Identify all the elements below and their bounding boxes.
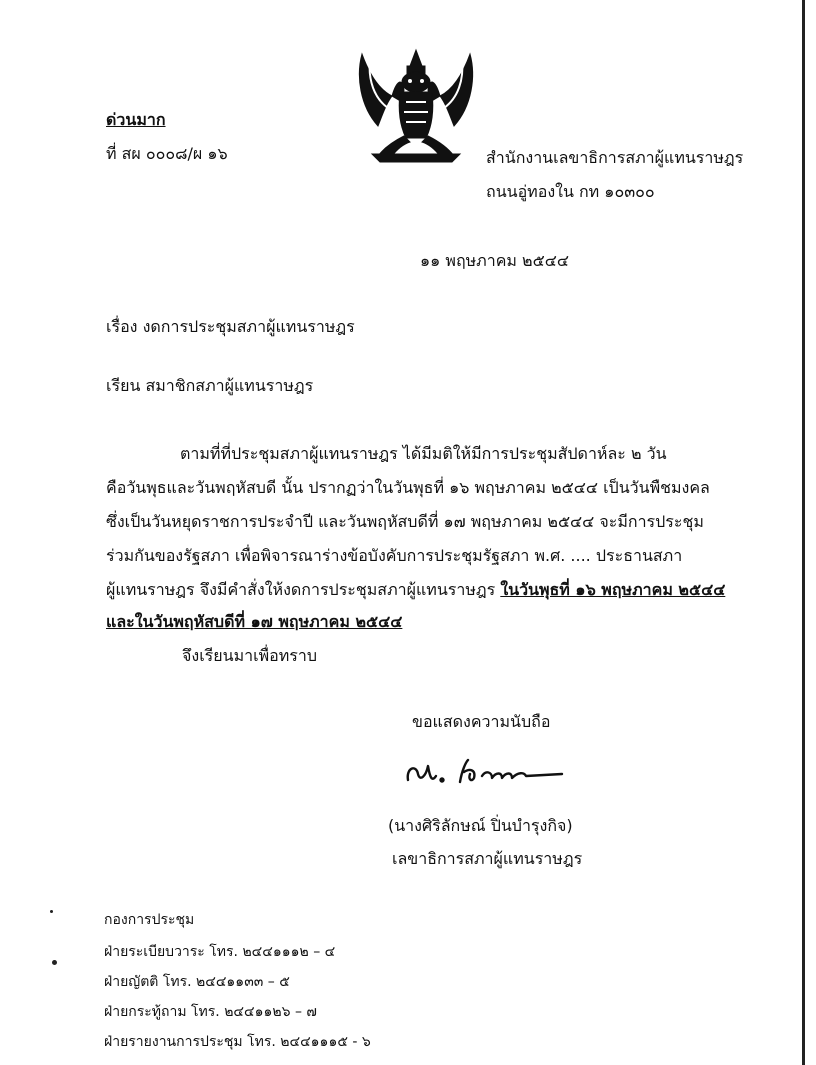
body-line-5-emphasis: ในวันพุธที่ ๑๖ พฤษภาคม ๒๕๔๔ [500,580,726,599]
contact-line: ฝ่ายรายงานการประชุม โทร. ๒๔๔๑๑๑๕ - ๖ [104,1034,371,1050]
contact-division: กองการประชุม [104,912,195,928]
closing-line: จึงเรียนมาเพื่อทราบ [182,646,317,665]
body-line-3: ซึ่งเป็นวันหยุดราชการประจำปี และวันพฤหัสบดีที่ ๑๗ พฤษภาคม ๒๕๔๔ จะมีการประชุม [106,512,704,531]
document-number: ที่ สผ ๐๐๐๘/ผ ๑๖ [106,144,228,163]
signer-name: (นางศิริลักษณ์ ปิ่นบำรุงกิจ) [388,816,573,835]
subject-line: เรื่อง งดการประชุมสภาผู้แทนราษฎร [106,317,355,336]
body-line-6-emphasis: และในวันพฤหัสบดีที่ ๑๗ พฤษภาคม ๒๕๔๔ [106,612,403,631]
contact-line: ฝ่ายระเบียบวาระ โทร. ๒๔๔๑๑๑๒ – ๔ [104,944,336,960]
body-line-1: ตามที่ที่ประชุมสภาผู้แทนราษฎร ได้มีมติให้มีการประชุมสัปดาห์ละ ๒ วัน [180,444,667,463]
scan-edge-border [802,0,805,1065]
contact-line: ฝ่ายญัตติ โทร. ๒๔๔๑๑๓๓ – ๕ [104,974,290,990]
signer-title: เลขาธิการสภาผู้แทนราษฎร [392,849,583,868]
garuda-emblem-icon [352,46,480,166]
office-address: ถนนอู่ทองใน กท ๑๐๓๐๐ [486,182,655,201]
body-line-5-plain: ผู้แทนราษฎร จึงมีคำสั่งให้งดการประชุมสภาผู้แทนราษฎร [106,580,501,599]
scan-speck [52,960,57,965]
body-line-2: คือวันพุธและวันพฤหัสบดี นั้น ปรากฏว่าในวันพุธที่ ๑๖ พฤษภาคม ๒๕๔๔ เป็นวันพืชมงคล [106,478,710,497]
regards-line: ขอแสดงความนับถือ [412,712,551,731]
signature-mark [402,752,572,792]
scan-speck [50,910,53,913]
contact-line: ฝ่ายกระทู้ถาม โทร. ๒๔๔๑๑๒๖ – ๗ [104,1004,317,1020]
office-name: สำนักงานเลขาธิการสภาผู้แทนราษฎร [486,148,744,167]
body-line-5 [106,579,725,601]
recipient-line: เรียน สมาชิกสภาผู้แทนราษฎร [106,376,314,395]
letter-date: ๑๑ พฤษภาคม ๒๕๔๔ [420,251,569,270]
urgency-label: ด่วนมาก [106,110,166,129]
body-line-4: ร่วมกันของรัฐสภา เพื่อพิจารณาร่างข้อบังคับการประชุมรัฐสภา พ.ศ. .... ประธานสภา [106,546,683,565]
